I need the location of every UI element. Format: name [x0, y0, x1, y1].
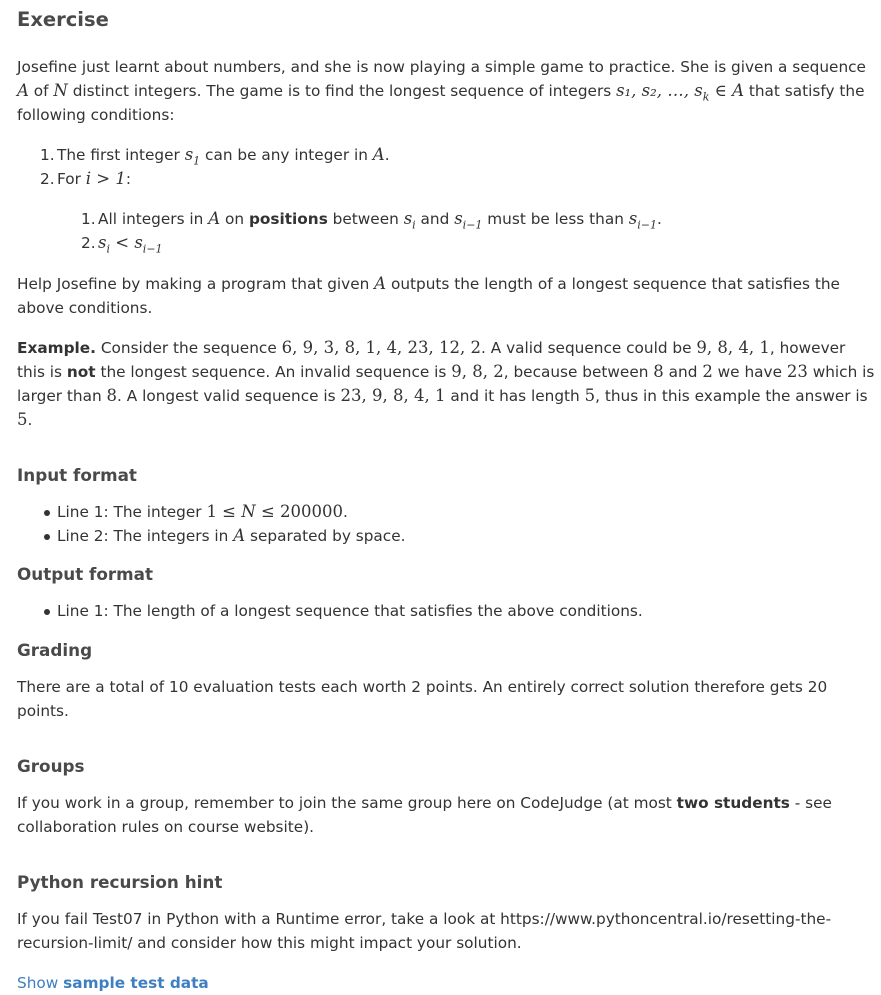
help-paragraph: Help Josefine by making a program that given A outputs the length of a longest sequence that satisfies the above conditions. [17, 274, 840, 317]
input-line-2: Line 2: The integers in A separated by space. [42, 524, 877, 548]
sub-condition-2: 2. $s_i < s_{i-1}$ [81, 233, 163, 256]
conditions-list [17, 143, 877, 255]
page-title: Exercise [17, 8, 109, 31]
output-line-1: Line 1: The length of a longest sequence that satisfies the above conditions. [42, 599, 877, 623]
groups-paragraph: If you work in a group, remember to join the same group here on CodeJudge (at most two students - see collaboration rules on course website). [17, 794, 832, 836]
input-format-list [17, 500, 877, 548]
input-line-1: Line 1: The integer 1 ≤ N ≤ 200000. [42, 500, 877, 524]
intro-paragraph: Josefine just learnt about numbers, and she is now playing a simple game to practice. She is given a sequence A of N distinct integers. The game is to find the longest sequence of integers s₁, s₂, …, $s_k$ ∈ A that satisfy the following conditions: [17, 58, 866, 124]
condition-2: 2. For i > 1: 1. All integers in A on positions between $s_i$ and $s_{i-1}$ must be less than $s_{i-1}$. 2. $s_i < s_{i-1}$ [40, 167, 877, 255]
input-format-heading: Input format [17, 465, 137, 485]
python-hint-paragraph: If you fail Test07 in Python with a Runtime error, take a look at https://www.pythoncentral.io/resetting-the-recursion-limit/ and consider how this might impact your solution. [17, 910, 832, 952]
grading-heading: Grading [17, 640, 93, 660]
grading-paragraph: There are a total of 10 evaluation tests each worth 2 points. An entirely correct solution therefore gets 20 points. [17, 678, 828, 720]
python-hint-heading: Python recursion hint [17, 872, 223, 892]
sub-condition-1: 1. All integers in A on positions between $s_i$ and $s_{i-1}$ must be less than $s_{i-1}$. [81, 209, 662, 232]
show-sample-test-data-link[interactable]: Show sample test data [17, 974, 209, 992]
output-format-heading: Output format [17, 564, 153, 584]
example-paragraph: Example. Consider the sequence 6, 9, 3, 8, 1, 4, 23, 12, 2. A valid sequence could be 9, 8, 4, 1, however this is not the longest sequence. An invalid sequence is 9, 8, 2, because between 8 and 2 we have 23 which is larger than 8. A longest valid sequence is 23, 9, 8, 4, 1 and it has length 5, thus in this example the answer is 5. [17, 338, 875, 429]
condition-1: 1. The first integer $s_1$ can be any integer in A. [40, 145, 390, 168]
output-format-list [17, 599, 877, 623]
sub-conditions-list [40, 207, 877, 255]
groups-heading: Groups [17, 756, 85, 776]
